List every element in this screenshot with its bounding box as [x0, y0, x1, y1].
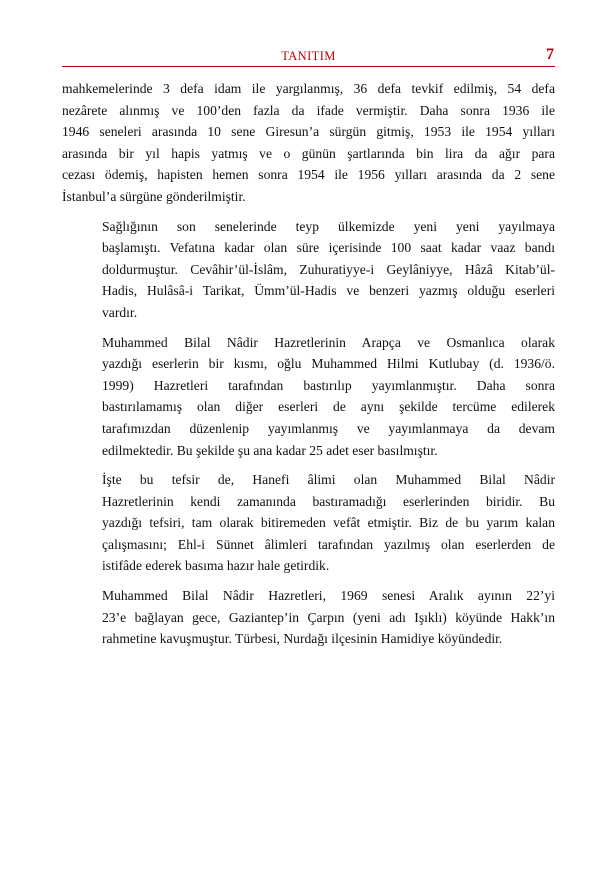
- text-line: edilmektedir. Bu şekilde şu ana kadar 25 adet eser basılmıştır.: [102, 442, 438, 458]
- text-line: yazdığı tefsiri, tam olarak bitiremeden vefât etmiştir. Biz de bu yarım kalan: [102, 515, 555, 531]
- text-line: 1946 seneleri arasında 10 sene Giresun’a sürgün gitmiş, 1953 ile 1954 yılları: [62, 124, 555, 140]
- paragraph-1: [62, 78, 555, 208]
- text-line: rahmetine kavuşmuştur. Türbesi, Nurdağı ilçesinin Hamidiye köyündedir.: [102, 631, 503, 647]
- text-line: İşte bu tefsir de, Hanefi âlimi olan Muhammed Bilal Nâdir: [102, 472, 555, 488]
- text-line: doldurmuştur. Cevâhir’ül-İslâm, Zuhuratiyye-i Geylâniyye, Hâzâ Kitab’ül-: [102, 261, 555, 277]
- text-line: mahkemelerinde 3 defa idam ile yargılanmış, 36 defa tevkif edilmiş, 54 defa: [62, 81, 555, 96]
- text-line: Hadis, Hulâsâ-i Tarikat, Ümm’ül-Hadis ve benzeri yazmış olduğu eserleri: [102, 283, 555, 299]
- text-line: arasında bir yıl hapis yatmış ve o günün şartlarında bin lira da ağır para: [62, 145, 555, 161]
- text-line: 1999) Hazretleri tarafından bastırılıp yayımlanmıştır. Daha sonra: [102, 377, 555, 393]
- paragraph-4: [62, 469, 555, 577]
- text-line: çalışmasını; Ehl-i Sünnet âlimleri tarafından yazılmış olan eserlerden de: [102, 536, 555, 552]
- text-line: başlamıştı. Vefatına kadar olan süre içerisinde 100 saat kadar vaaz bandı: [102, 240, 555, 256]
- page-number: 7: [546, 46, 554, 63]
- text-line: Hazretlerinin kendi zamanında bastıramadığı eserlerinden biridir. Bu: [102, 493, 555, 509]
- paragraph-5: [62, 585, 555, 650]
- page-header: [62, 46, 555, 67]
- text-line: İstanbul’a sürgüne gönderilmiştir.: [62, 188, 246, 204]
- text-line: istifâde ederek basıma hazır hale getirdik.: [102, 558, 330, 574]
- paragraph-3: [62, 332, 555, 462]
- text-line: Muhammed Bilal Nâdir Hazretlerinin Arapça ve Osmanlıca olarak: [102, 334, 555, 350]
- text-line: bastırılamamış olan diğer eserleri de aynı şekilde tercüme edilerek: [102, 399, 555, 415]
- text-line: yazdığı eserlerin bir kısmı, oğlu Muhammed Hilmi Kutlubay (d. 1936/ö.: [102, 356, 555, 372]
- text-line: cezası ödemiş, hapisten hemen sonra 1954 ile 1956 yılları arasında da 2 sene: [62, 167, 555, 183]
- text-line: tarafımızdan düzenlenip yayımlanmış ve yayımlanmaya da devam: [102, 420, 555, 436]
- paragraph-2: [62, 216, 555, 324]
- text-line: nezârete alınmış ve 100’den fazla da ifade vermiştir. Daha sonra 1936 ile: [62, 102, 555, 118]
- body-text: [62, 78, 555, 658]
- running-title: TANITIM: [281, 49, 336, 63]
- text-line: 23’e bağlayan gece, Gaziantep’in Çarpın (yeni adı Işıklı) köyünde Hakk’ın: [102, 609, 555, 625]
- text-line: Muhammed Bilal Nâdir Hazretleri, 1969 senesi Aralık ayının 22’yi: [102, 588, 555, 604]
- text-line: Sağlığının son senelerinde teyp ülkemizde yeni yeni yayılmaya: [102, 218, 555, 234]
- text-line: vardır.: [102, 304, 138, 320]
